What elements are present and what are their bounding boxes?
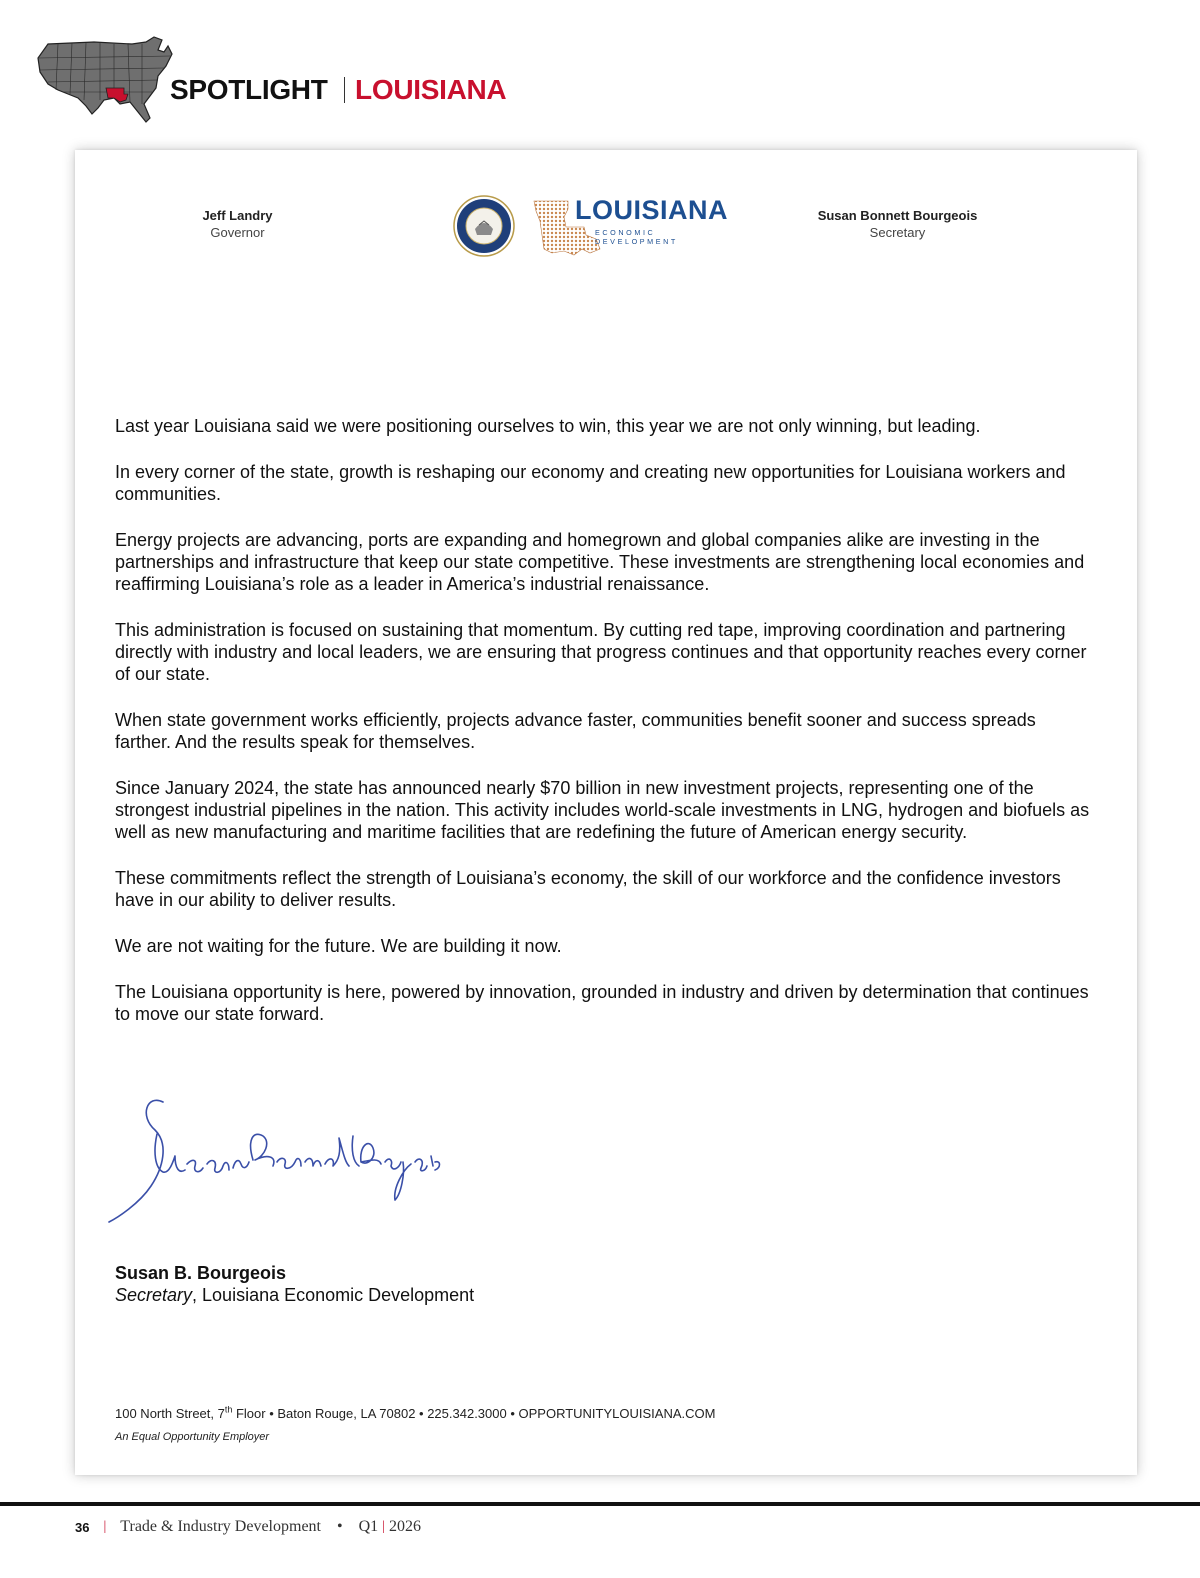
issue-year: 2026 — [388, 1518, 421, 1535]
address-part-b: Floor • Baton Rouge, LA 70802 • 225.342.3000 • OPPORTUNITYLOUISIANA.COM — [232, 1406, 716, 1421]
letter-address — [115, 1406, 715, 1421]
signer-title-rest: , Louisiana Economic Development — [192, 1285, 475, 1305]
spotlight-header — [34, 32, 554, 132]
spotlight-state: LOUISIANA — [355, 74, 507, 105]
signer-name: Susan B. Bourgeois — [115, 1263, 287, 1283]
body-paragraph: This administration is focused on sustaining that momentum. By cutting red tape, improving coordination and partnering directly with industry and local leaders, we are ensuring that progress continues and that opportunity reaches every corner of our state. — [115, 620, 1087, 684]
page-footer — [75, 1516, 421, 1538]
led-logo-subtitle: ECONOMIC DEVELOPMENT — [595, 228, 678, 246]
body-paragraph: These commitments reflect the strength of Louisiana’s economy, the skill of our workforce and the confidence investors have in our ability to deliver results. — [115, 868, 1061, 910]
us-map-icon — [34, 32, 174, 127]
letter-sheet — [75, 150, 1137, 1475]
signer-title-italic: Secretary — [115, 1285, 193, 1305]
issue-separator: | — [382, 1519, 385, 1534]
signer-role — [115, 1284, 474, 1306]
address-superscript: th — [224, 1404, 233, 1415]
page-footer-bullet: • — [337, 1518, 343, 1535]
address-part-a: 100 North Street, 7 — [115, 1406, 225, 1421]
handwritten-signature — [103, 1090, 443, 1230]
body-paragraph: We are not waiting for the future. We are building it now. — [115, 936, 562, 956]
body-paragraph: Since January 2024, the state has announced nearly $70 billion in new investment projects, representing one of the strongest industrial pipelines in the nation. This activity includes world-scale investments in LNG, hydrogen and biofuels as well as new manufacturing and maritime facilities that are redefining the future of American energy security. — [115, 778, 1090, 842]
publication-name: Trade & Industry Development — [120, 1518, 321, 1535]
signer-block — [115, 1262, 474, 1306]
spotlight-title — [170, 70, 506, 110]
governor-title: Governor — [210, 225, 265, 240]
body-paragraph: In every corner of the state, growth is reshaping our economy and creating new opportunities for Louisiana workers and communities. — [115, 462, 1066, 504]
page-number: 36 — [75, 1519, 90, 1535]
letterhead-governor — [180, 208, 295, 240]
led-logo-word: LOUISIANA — [575, 195, 728, 225]
body-paragraph: The Louisiana opportunity is here, powered by innovation, grounded in industry and driven by determination that continues to move our state forward. — [115, 982, 1089, 1024]
state-seal-icon — [453, 195, 515, 257]
secretary-name: Susan Bonnett Bourgeois — [817, 208, 978, 223]
secretary-title: Secretary — [869, 225, 926, 240]
spotlight-separator — [344, 77, 346, 103]
letterhead-secretary — [800, 208, 995, 240]
governor-name: Jeff Landry — [202, 208, 273, 223]
led-logo — [530, 195, 730, 259]
spotlight-word: SPOTLIGHT — [170, 74, 328, 105]
body-paragraph: Last year Louisiana said we were positioning ourselves to win, this year we are not only winning, but leading. — [115, 416, 981, 436]
equal-opportunity-line: An Equal Opportunity Employer — [115, 1431, 270, 1443]
body-paragraph: Energy projects are advancing, ports are expanding and homegrown and global companies alike are investing in the partnerships and infrastructure that keep our state competitive. These investments are strengthening local economies and reaffirming Louisiana’s role as a leader in America’s industrial renaissance. — [115, 530, 1085, 594]
issue-quarter: Q1 — [358, 1518, 379, 1535]
body-paragraph: When state government works efficiently, projects advance faster, communities benefit sooner and success spreads farther. And the results speak for themselves. — [115, 710, 1036, 752]
page-footer-rule — [0, 1502, 1200, 1506]
letter-body — [115, 415, 1090, 1049]
page-footer-separator: | — [103, 1519, 107, 1534]
